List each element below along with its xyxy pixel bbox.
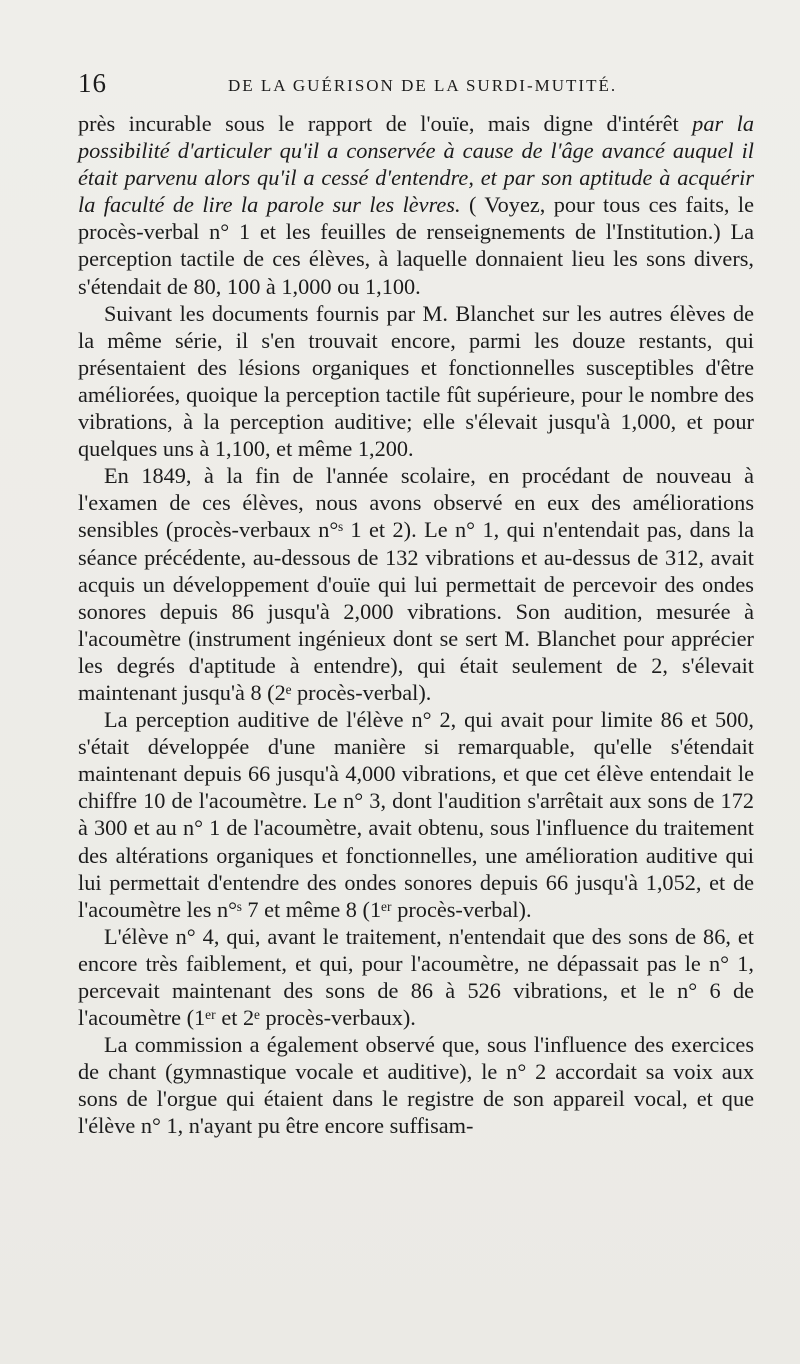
paragraph-2 bbox=[78, 300, 754, 463]
body-text bbox=[78, 110, 754, 1140]
paragraph-6 bbox=[78, 1031, 754, 1139]
paragraph-5 bbox=[78, 923, 754, 1031]
paragraph-4 bbox=[78, 706, 754, 923]
paragraph-6-text: La commission a également observé que, sous l'influence des exercices de chant (gymnastique vocale et auditive), le n° 2 accordait sa voix aux sons de l'orgue qui étaient dans le registre de son appareil vocal, et que l'élève n° 1, n'ayant pu être encore suffisam- bbox=[78, 1032, 754, 1139]
page-header bbox=[78, 68, 754, 108]
page-number: 16 bbox=[78, 68, 107, 98]
paragraph-3 bbox=[78, 462, 754, 706]
paragraph-1-part-3: ( Voyez, pour tous ces faits, le procès-verbal n° 1 et les feuilles de renseignements de l'Institution.) La perception tactile de ces élèves, à laquelle donnaient lieu les sons divers, s'étendait de 80, 100 à 1,000 ou 1,100. bbox=[78, 192, 754, 299]
paragraph-1 bbox=[78, 110, 754, 300]
paragraph-1-part-2: par la possibilité d'articuler qu'il a conservée à cause de l'âge avancé auquel il était parvenu alors qu'il a cessé d'entendre, et par son aptitude à acquérir la faculté de lire la parole sur les lèvres. bbox=[78, 111, 754, 218]
paragraph-4-text: La perception auditive de l'élève n° 2, qui avait pour limite 86 et 500, s'était développée d'une manière si remarquable, qu'elle s'étendait maintenant depuis 66 jusqu'à 4,000 vibrations, et que cet élève entendait le chiffre 10 de l'acoumètre. Le n° 3, dont l'audition s'arrêtait aux sons de 172 à 300 et au n° 1 de l'acoumètre, avait obtenu, sous l'influence du traitement des altérations organiques et fonctionnelles, une amélioration auditive qui lui permettait d'entendre des ondes sonores depuis 66 jusqu'à 1,052, et de l'acoumètre les n°ˢ 7 et même 8 (1ᵉʳ procès-verbal). bbox=[78, 707, 754, 922]
paragraph-3-text: En 1849, à la fin de l'année scolaire, en procédant de nouveau à l'examen de ces élèves, nous avons observé en eux des améliorations sensibles (procès-verbaux n°ˢ 1 et 2). Le n° 1, qui n'entendait pas, dans la séance précédente, au-dessous de 132 vibrations et au-dessus de 312, avait acquis un développement d'ouïe qui lui permettait de percevoir des ondes sonores depuis 86 jusqu'à 2,000 vibrations. Son audition, mesurée à l'acoumètre (instrument ingénieux dont se sert M. Blanchet pour apprécier les degrés d'aptitude à entendre), qui était seulement de 2, s'élevait maintenant jusqu'à 8 (2ᵉ procès-verbal). bbox=[78, 463, 754, 705]
paragraph-2-text: Suivant les documents fournis par M. Blanchet sur les autres élèves de la même série, il s'en trouvait encore, parmi les douze restants, qui présentaient des lésions organiques et fonctionnelles susceptibles d'être améliorées, quoique la perception tactile fût supérieure, pour le nombre des vibrations, à la perception auditive; elle s'élevait jusqu'à 1,000, et pour quelques uns à 1,100, et même 1,200. bbox=[78, 300, 754, 462]
running-head: DE LA GUÉRISON DE LA SURDI-MUTITÉ. bbox=[228, 76, 618, 95]
paragraph-5-text: L'élève n° 4, qui, avant le traitement, n'entendait que des sons de 86, et encore très faiblement, et qui, pour l'acoumètre, ne dépassait pas le n° 1, percevait maintenant des sons de 86 à 526 vibrations, et le n° 6 de l'acoumètre (1ᵉʳ et 2ᵉ procès-verbaux). bbox=[78, 923, 754, 1031]
paragraph-1-part-1: près incurable sous le rapport de l'ouïe, mais digne d'intérêt bbox=[78, 111, 693, 136]
